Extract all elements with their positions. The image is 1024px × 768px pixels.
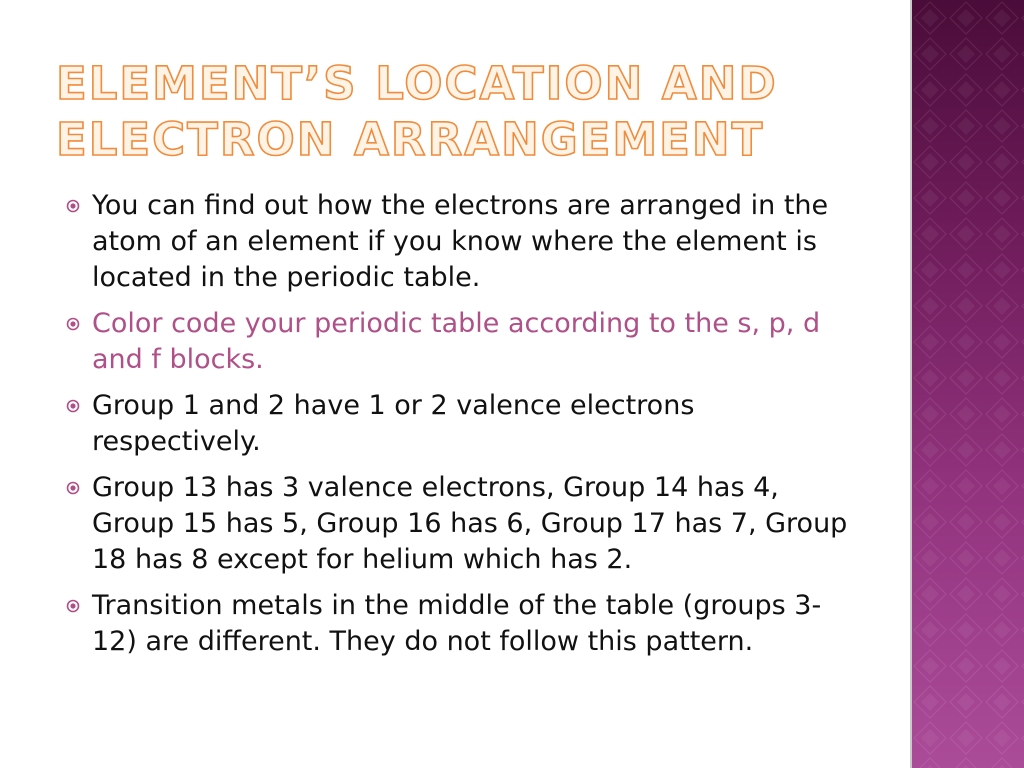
bullet-text: You can find out how the electrons are arranged in the atom of an element if you know where the element is located in the periodic table. bbox=[92, 190, 829, 293]
circled-dot-bullet-icon bbox=[66, 317, 80, 331]
slide-title-line: ELECTRON ARRANGEMENT bbox=[56, 113, 765, 166]
bullet-text: Transition metals in the middle of the table (groups 3-12) are different. They do not follow this pattern. bbox=[92, 590, 822, 657]
circled-dot-bullet-icon bbox=[66, 199, 80, 213]
circled-dot-bullet-icon bbox=[66, 399, 80, 413]
circled-dot-bullet-icon bbox=[66, 599, 80, 613]
bullet-item bbox=[62, 588, 862, 660]
decorative-side-band bbox=[912, 0, 1024, 768]
bullet-item bbox=[62, 188, 862, 296]
bullet-text: Group 13 has 3 valence electrons, Group 14 has 4, Group 15 has 5, Group 16 has 6, Group 17 has 7, Group 18 has 8 except for helium which has 2. bbox=[92, 472, 848, 575]
bullet-item bbox=[62, 470, 862, 578]
bullet-item bbox=[62, 388, 862, 460]
bullet-text: Group 1 and 2 have 1 or 2 valence electrons respectively. bbox=[92, 390, 695, 457]
bullet-list bbox=[62, 188, 862, 670]
bullet-text: Color code your periodic table according to the s, p, d and f blocks. bbox=[92, 308, 821, 375]
bullet-item bbox=[62, 306, 862, 378]
slide-title bbox=[56, 56, 886, 168]
slide-title-line: ELEMENT’S LOCATION AND bbox=[56, 57, 778, 110]
circled-dot-bullet-icon bbox=[66, 481, 80, 495]
diamond-pattern bbox=[912, 0, 1024, 768]
